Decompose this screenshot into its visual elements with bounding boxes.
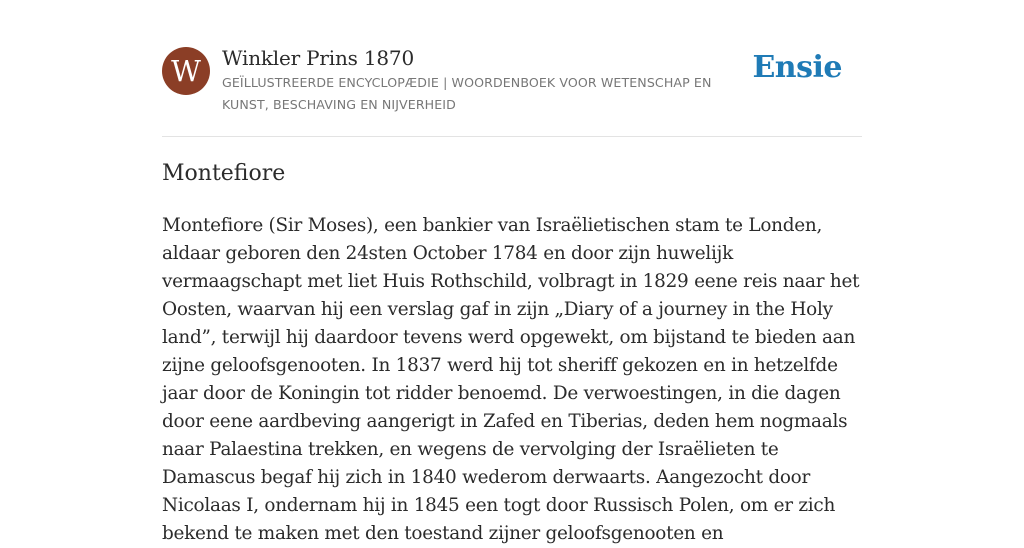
source-header [162,46,862,137]
source-subtitle: GEÏLLUSTREERDE ENCYCLOPÆDIE | WOORDENBOEK VOOR WETENSCHAP EN KUNST, BESCHAVING EN NIJVERHEID [222,75,712,112]
avatar-letter: W [171,53,201,88]
source-title[interactable]: Winkler Prins 1870 [222,46,414,70]
entry-body: Montefiore (Sir Moses), een bankier van Israëlietischen stam te Londen, aldaar geboren den 24sten October 1784 en door zijn huwelijk vermaagschapt met liet Huis Rothschild, volbragt in 1829 eene reis naar het Oosten, waarvan hij een verslag gaf in zijn „Diary of a journey in the Holy land”, terwijl hij daardoor tevens werd opgewekt, om bijstand te bieden aan zijne geloofsgenooten. In 1837 werd hij tot sheriff gekozen en in hetzelfde jaar door de Koningin tot ridder benoemd. De verwoestingen, in die dagen door eene aardbeving aangerigt in Zafed en Tiberias, deden hem nogmaals naar Palaestina trekken, en wegens de vervolging der Israëlieten te Damascus begaf hij zich in 1840 wederom derwaarts. Aangezocht door Nicolaas I, ondernam hij in 1845 een togt door Russisch Polen, om er zich bekend te maken met den toestand zijner geloofsgenooten en [162,215,860,544]
ensie-logo[interactable]: Ensie [752,50,842,85]
entry-title: Montefiore [162,161,286,186]
source-avatar[interactable] [162,47,210,95]
